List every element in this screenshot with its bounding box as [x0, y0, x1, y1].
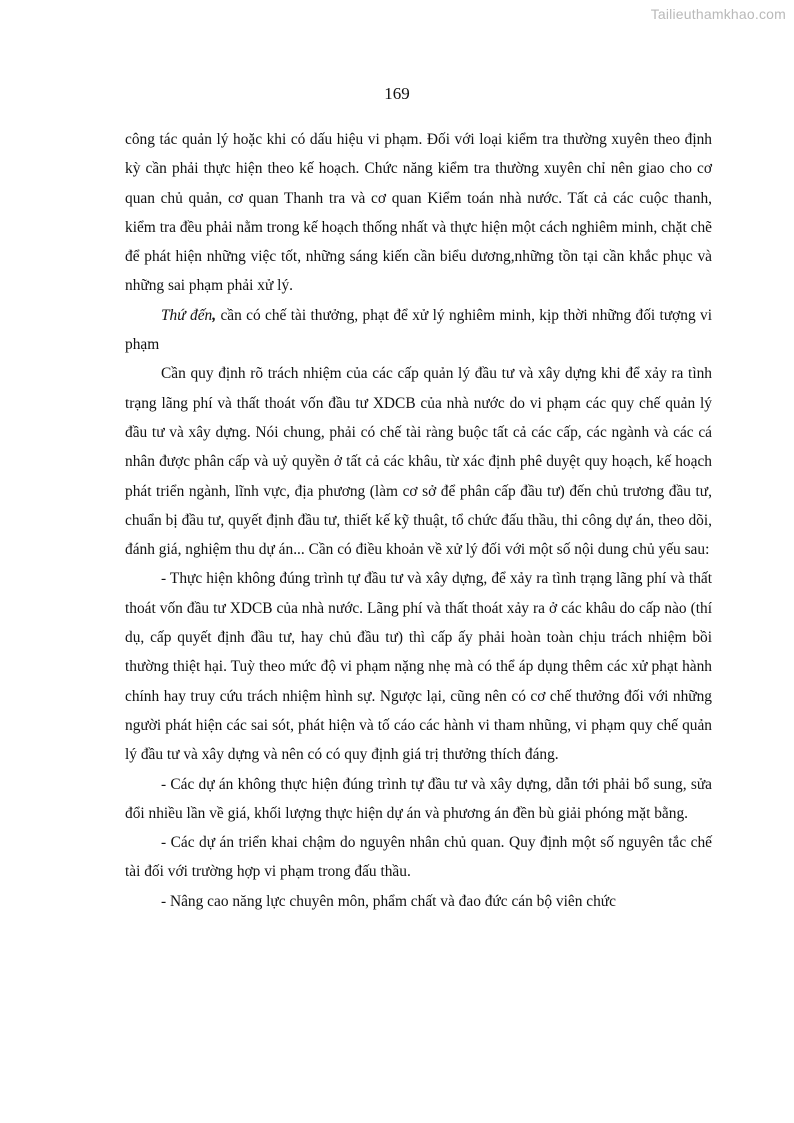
watermark: Tailieuthamkhao.com — [650, 6, 786, 22]
paragraph-7: - Nâng cao năng lực chuyên môn, phẩm chất và đao đức cán bộ viên chức — [161, 892, 616, 910]
paragraph-3: Cần quy định rõ trách nhiệm của các cấp quản lý đầu tư và xây dựng khi để xảy ra tình trạng lãng phí và thất thoát vốn đầu tư XDCB của nhà nước do vi phạm các quy chế quản lý đầu tư và xây dựng. Nói chung, phải có chế tài ràng buộc tất cả các cấp, các ngành và các cá nhân được phân cấp và uỷ quyền ở tất cả các khâu, từ xác định phê duyệt quy hoạch, kế hoạch phát triển ngành, lĩnh vực, địa phương (làm cơ sở để phân cấp đầu tư) đến chủ trương đầu tư, chuẩn bị đầu tư, quyết định đầu tư, thiết kế kỹ thuật, tổ chức đấu thầu, thi công dự án, theo dõi, đánh giá, nghiệm thu dự án... Cần có điều khoản về xử lý đối với một số nội dung chủ yếu sau: — [125, 365, 712, 559]
page-number: 169 — [384, 84, 410, 103]
paragraph-2-text: cần có chế tài thưởng, phạt để xử lý nghiêm minh, kịp thời những đối tượng vi phạm — [125, 306, 713, 354]
paragraph-2-lead: Thứ đến — [161, 306, 213, 324]
paragraph-2-lead-comma: , — [212, 306, 217, 324]
paragraph-2 — [125, 301, 712, 360]
paragraph-6: - Các dự án triển khai chậm do nguyên nhân chủ quan. Quy định một số nguyên tắc chế tài đối với trường hợp vi phạm trong đấu thầu. — [125, 834, 712, 881]
paragraph-1: công tác quản lý hoặc khi có dấu hiệu vi phạm. Đối với loại kiểm tra thường xuyên theo định kỳ cần phải thực hiện theo kế hoạch. Chức năng kiểm tra thường xuyên chỉ nên giao cho cơ quan chủ quản, cơ quan Thanh tra và cơ quan Kiểm toán nhà nước. Tất cả các cuộc thanh, kiểm tra đều phải nằm trong kế hoạch thống nhất và thực hiện một cách nghiêm minh, chặt chẽ để phát hiện những việc tốt, những sáng kiến cần biểu dương,những tồn tại cần khắc phục và những sai phạm phải xử lý. — [125, 131, 712, 295]
paragraph-4: - Thực hiện không đúng trình tự đầu tư và xây dựng, để xảy ra tình trạng lãng phí và thất thoát vốn đầu tư XDCB của nhà nước. Lãng phí và thất thoát xảy ra ở các khâu do cấp nào (thí dụ, cấp quyết định đầu tư, hay chủ đầu tư) thì cấp ấy phải hoàn toàn chịu trách nhiệm bồi thường thiệt hại. Tuỳ theo mức độ vi phạm nặng nhẹ mà có thể áp dụng thêm các xử phạt hành chính hay truy cứu trách nhiệm hình sự. Ngược lại, cũng nên có cơ chế thưởng đối với những người phát hiện các sai sót, phát hiện và tố cáo các hành vi tham nhũng, vi phạm quy chế quản lý đầu tư và xây dựng và nên có có quy định giá trị thưởng thích đáng. — [125, 570, 712, 764]
paragraph-5: - Các dự án không thực hiện đúng trình tự đầu tư và xây dựng, dẫn tới phải bổ sung, sửa đổi nhiều lần về giá, khối lượng thực hiện dự án và phương án đền bù giải phóng mặt bằng. — [125, 775, 712, 822]
page-body — [125, 125, 712, 916]
